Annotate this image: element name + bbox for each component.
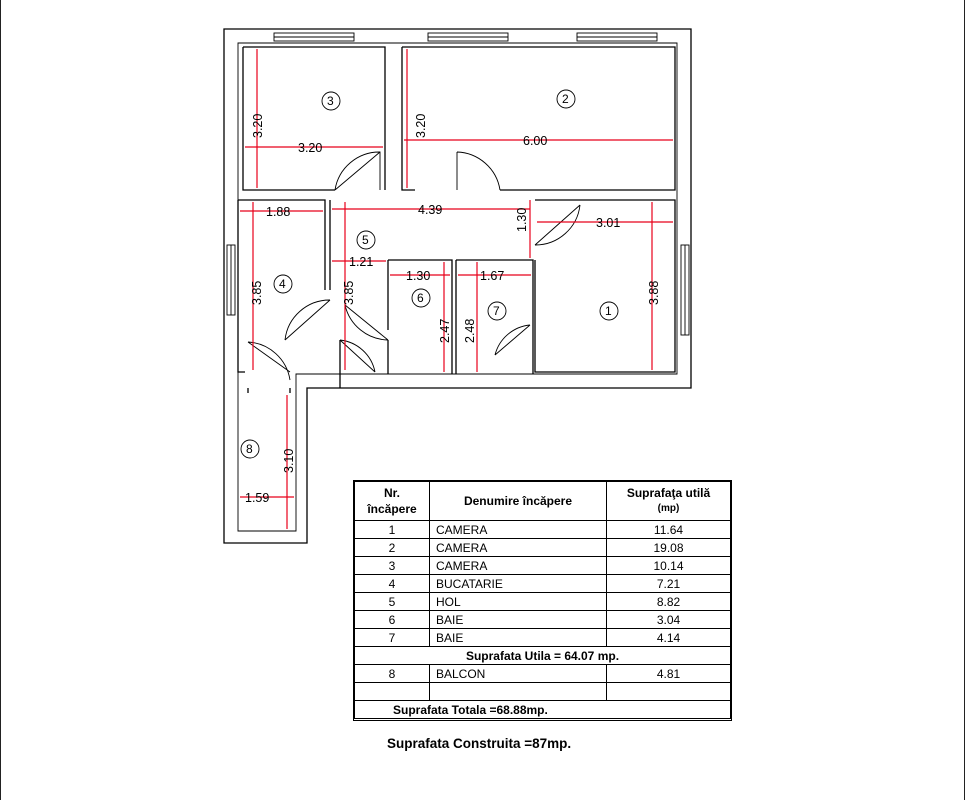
room-2-walls bbox=[402, 47, 675, 190]
constructed-area: Suprafata Construita =87mp. bbox=[387, 736, 572, 751]
window-right bbox=[681, 245, 689, 335]
door-room-2 bbox=[457, 152, 500, 190]
window-top-middle bbox=[428, 33, 508, 41]
legend-row bbox=[355, 575, 731, 593]
room-marker-1 bbox=[600, 302, 618, 320]
legend-row-balcony bbox=[355, 665, 731, 683]
dim-kitchen-height: 3.85 bbox=[250, 280, 264, 305]
row-area: 3.04 bbox=[607, 611, 731, 629]
useful-area-row bbox=[355, 647, 731, 665]
legend-row bbox=[355, 521, 731, 539]
row-area: 4.14 bbox=[607, 629, 731, 647]
dim-balcony-height: 3.10 bbox=[282, 448, 296, 473]
row-area: 10.14 bbox=[607, 557, 731, 575]
svg-text:5: 5 bbox=[362, 233, 369, 247]
row-nr: 7 bbox=[355, 629, 430, 647]
dim-hall-width: 1.21 bbox=[349, 255, 374, 269]
dim-bath7-width: 1.67 bbox=[480, 269, 505, 283]
total-area-row bbox=[355, 701, 731, 719]
header-nr: Nr. încăpere bbox=[355, 482, 430, 521]
row-name: CAMERA bbox=[430, 521, 607, 539]
hall-walls bbox=[330, 200, 388, 388]
room-marker-3 bbox=[322, 92, 340, 110]
row-name: CAMERA bbox=[430, 557, 607, 575]
room-marker-4 bbox=[274, 275, 292, 293]
row-area: 11.64 bbox=[607, 521, 731, 539]
door-room-3 bbox=[335, 152, 380, 190]
svg-text:3: 3 bbox=[327, 94, 334, 108]
header-name: Denumire încăpere bbox=[430, 482, 607, 521]
row-area: 19.08 bbox=[607, 539, 731, 557]
room-marker-5 bbox=[357, 231, 375, 249]
row-nr: 4 bbox=[355, 575, 430, 593]
svg-text:2: 2 bbox=[562, 92, 569, 106]
dim-room3-width: 3.20 bbox=[298, 141, 323, 155]
row-nr: 8 bbox=[355, 665, 430, 683]
legend-row bbox=[355, 611, 731, 629]
row-nr: 1 bbox=[355, 521, 430, 539]
door-room-1 bbox=[535, 205, 580, 245]
total-area: Suprafata Totala =68.88mp. bbox=[355, 701, 731, 719]
dim-hall-depth: 1.30 bbox=[515, 207, 529, 232]
svg-text:4: 4 bbox=[279, 277, 286, 291]
window-left bbox=[227, 245, 235, 315]
row-nr: 5 bbox=[355, 593, 430, 611]
legend-row bbox=[355, 629, 731, 647]
window-top-left bbox=[274, 33, 354, 41]
row-name: BAIE bbox=[430, 611, 607, 629]
svg-text:7: 7 bbox=[493, 304, 500, 318]
dim-room1-width: 3.01 bbox=[596, 216, 621, 230]
row-nr: 3 bbox=[355, 557, 430, 575]
dim-room2-height: 3.20 bbox=[414, 113, 428, 138]
dim-bath6-height: 2.47 bbox=[438, 318, 452, 343]
balcony-walls bbox=[248, 388, 290, 393]
room-marker-7 bbox=[488, 302, 506, 320]
room-marker-8 bbox=[241, 440, 259, 458]
header-area: Suprafaţa utilă (mp) bbox=[607, 482, 731, 521]
legend-row bbox=[355, 557, 731, 575]
dim-bath6-width: 1.30 bbox=[406, 269, 431, 283]
row-nr: 6 bbox=[355, 611, 430, 629]
dim-room3-height: 3.20 bbox=[251, 113, 265, 138]
window-top-right bbox=[577, 33, 657, 41]
door-bath-6 bbox=[345, 305, 388, 340]
dim-hall-length: 4.39 bbox=[418, 203, 443, 217]
svg-text:8: 8 bbox=[246, 442, 253, 456]
row-name: HOL bbox=[430, 593, 607, 611]
room-marker-6 bbox=[412, 289, 430, 307]
row-name: BAIE bbox=[430, 629, 607, 647]
row-name: CAMERA bbox=[430, 539, 607, 557]
legend-header-row bbox=[355, 482, 731, 521]
dim-kitchen-width: 1.88 bbox=[266, 205, 291, 219]
row-nr: 2 bbox=[355, 539, 430, 557]
row-area: 7.21 bbox=[607, 575, 731, 593]
row-area: 8.82 bbox=[607, 593, 731, 611]
row-area: 4.81 bbox=[607, 665, 731, 683]
dim-room1-height: 3.88 bbox=[647, 280, 661, 305]
svg-text:6: 6 bbox=[417, 291, 424, 305]
useful-area-total: Suprafata Utila = 64.07 mp. bbox=[355, 647, 731, 665]
legend-row bbox=[355, 539, 731, 557]
legend-row bbox=[355, 593, 731, 611]
row-name: BALCON bbox=[430, 665, 607, 683]
room-legend-table bbox=[353, 480, 732, 721]
dim-hall-height: 3.85 bbox=[342, 280, 356, 305]
room-marker-2 bbox=[557, 90, 575, 108]
row-name: BUCATARIE bbox=[430, 575, 607, 593]
inner-wall-line bbox=[238, 43, 677, 531]
door-kitchen bbox=[285, 300, 330, 340]
dim-bath7-height: 2.48 bbox=[463, 318, 477, 343]
svg-text:1: 1 bbox=[605, 304, 612, 318]
dim-room2-width: 6.00 bbox=[523, 134, 548, 148]
door-bath-7 bbox=[495, 325, 530, 355]
dim-balcony-width: 1.59 bbox=[245, 491, 270, 505]
door-balcony bbox=[248, 342, 290, 380]
spacer-row bbox=[355, 683, 731, 701]
